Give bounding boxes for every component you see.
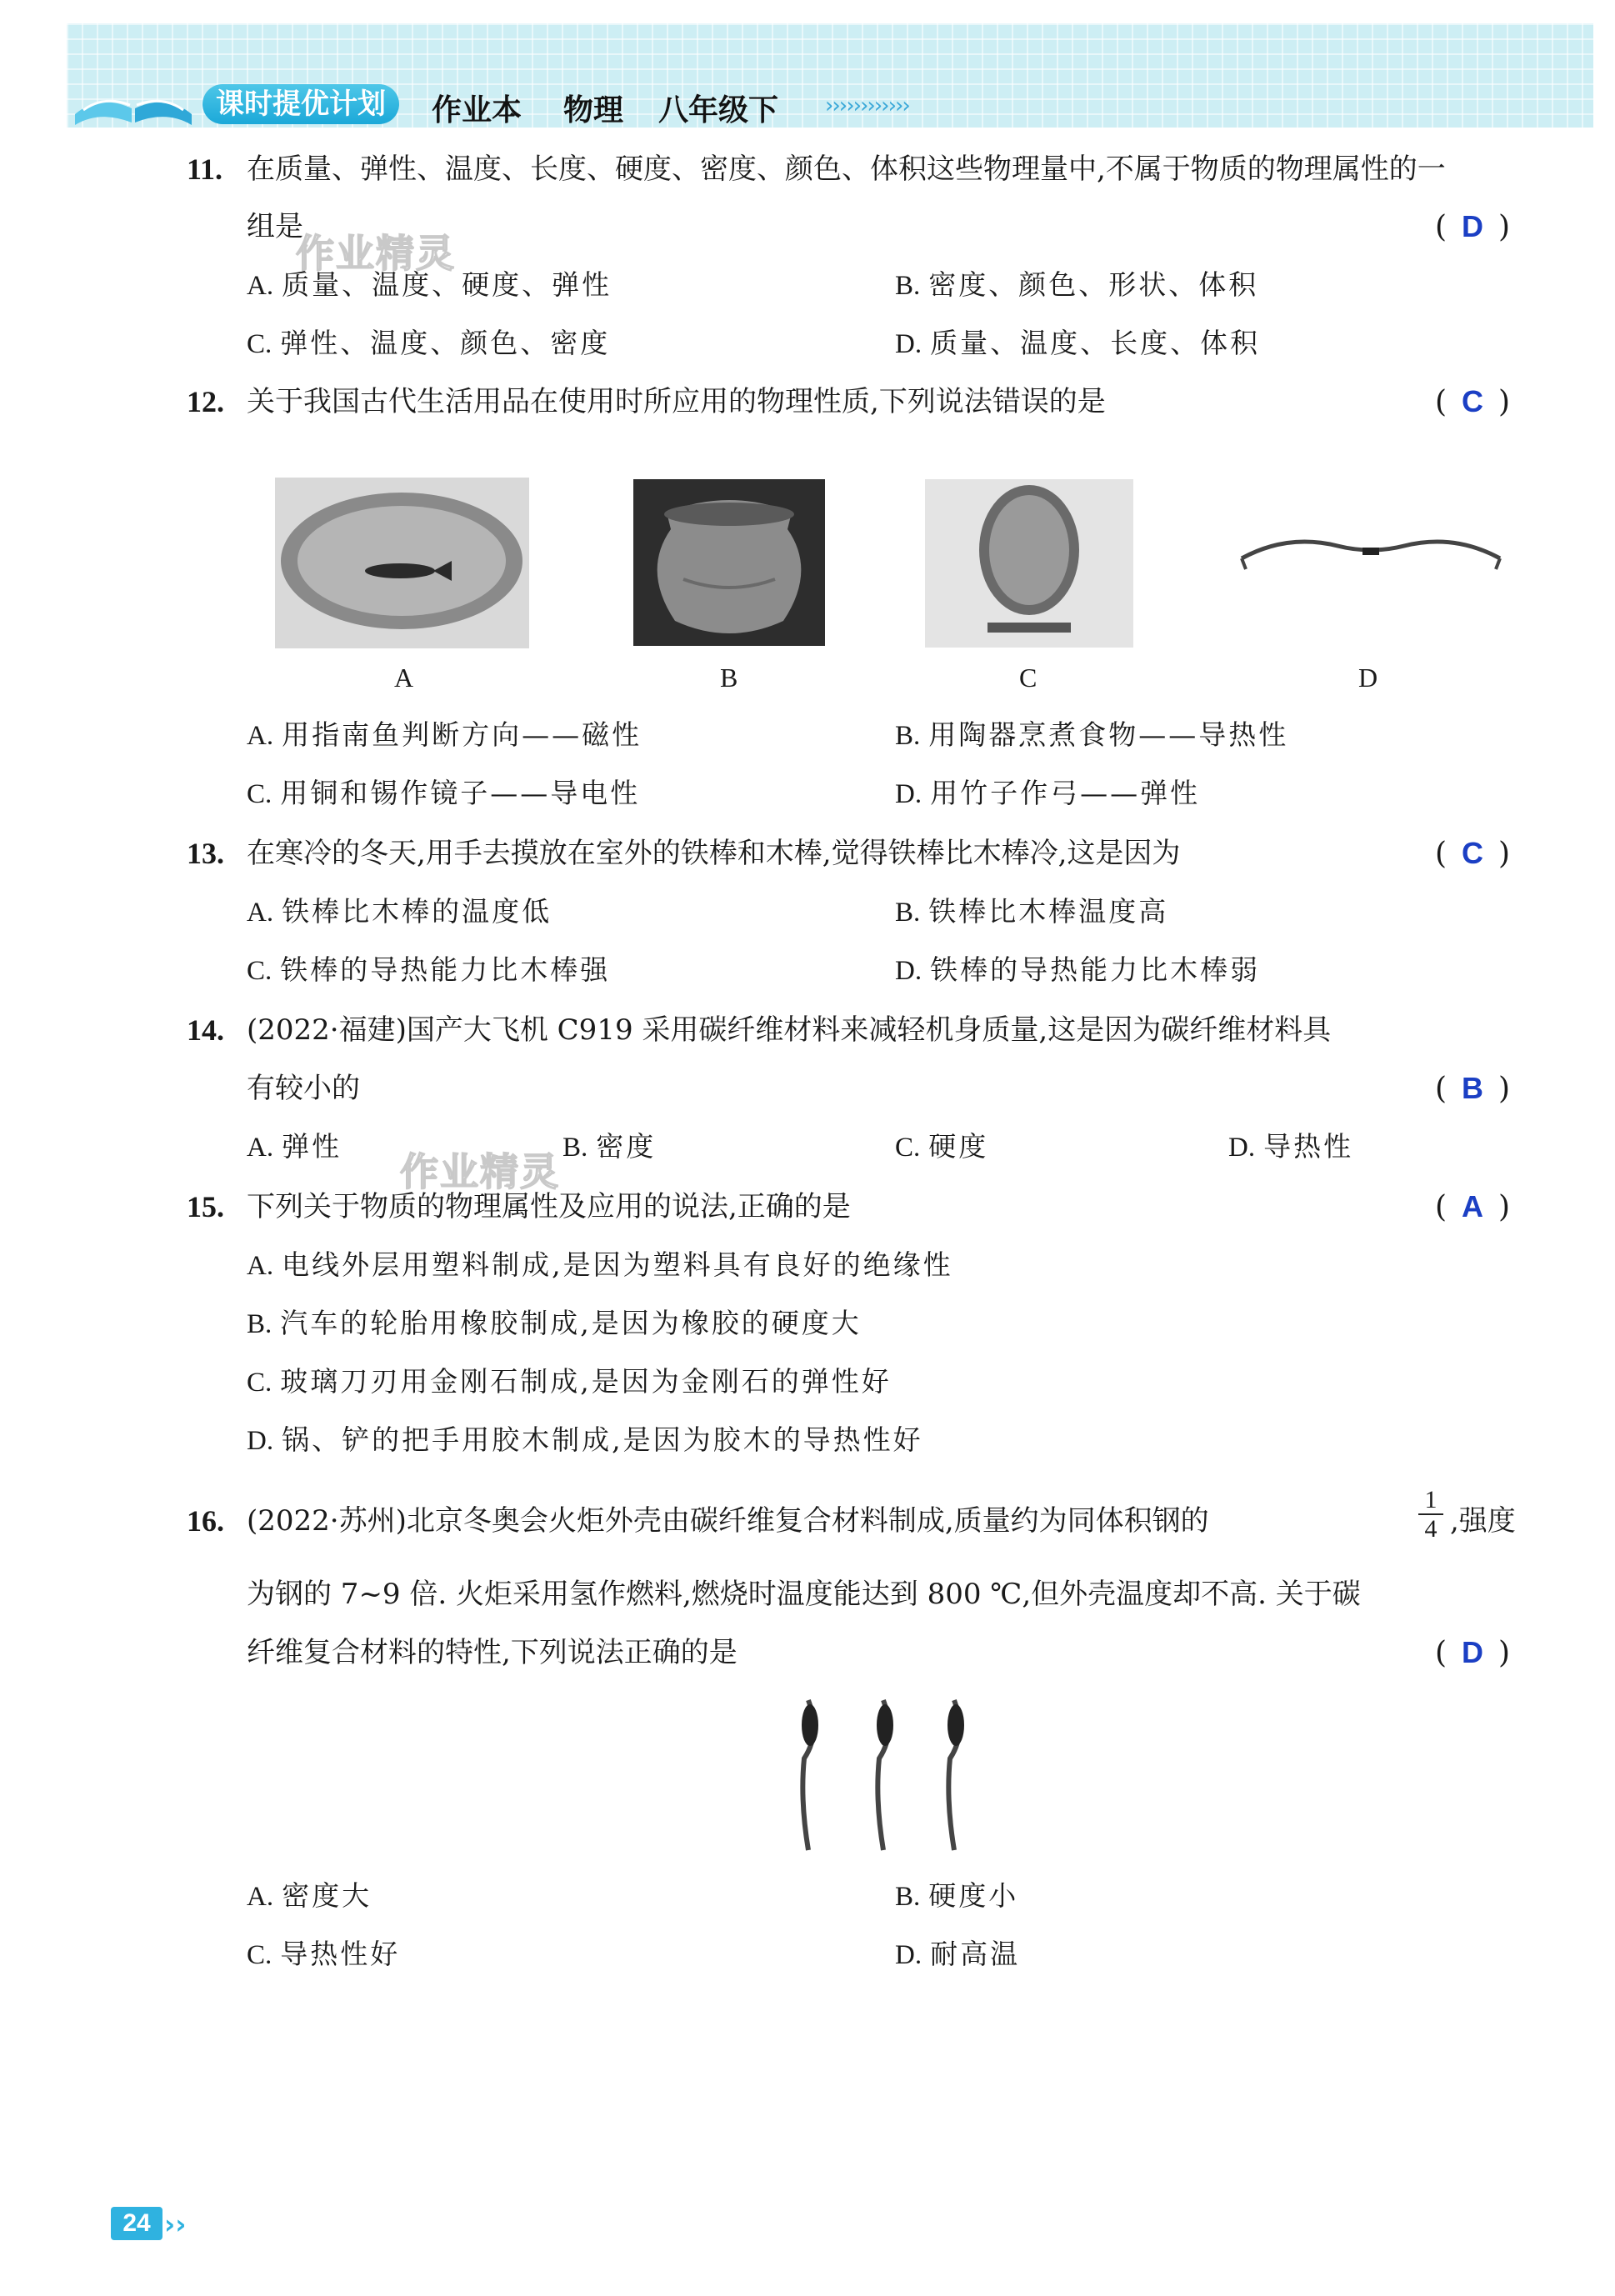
option: B. 硬度小 xyxy=(895,1879,1019,1912)
option: A. 密度大 xyxy=(247,1879,372,1912)
figure-caption: A xyxy=(394,663,414,693)
answer-letter: D xyxy=(1462,209,1484,243)
grade: 八年级下 xyxy=(658,93,779,128)
olympic-torch-photo xyxy=(783,1692,983,1854)
bronze-mirror-photo xyxy=(925,479,1133,648)
figure-caption: D xyxy=(1358,663,1378,693)
header-chevrons: ›››››››››››› xyxy=(825,93,909,118)
option: B. 用陶器烹煮食物——导热性 xyxy=(895,718,1289,751)
option: C. 导热性好 xyxy=(247,1938,401,1970)
question-number: 11. xyxy=(187,153,223,186)
question-text: 纤维复合材料的特性,下列说法正确的是 xyxy=(247,1636,738,1669)
option: A. 弹性 xyxy=(247,1130,342,1163)
answer-bracket: ( A ) xyxy=(1435,1189,1511,1224)
answer-letter: B xyxy=(1462,1071,1484,1105)
answer-letter: C xyxy=(1462,384,1484,418)
question-text: 在寒冷的冬天,用手去摸放在室外的铁棒和木棒,觉得铁棒比木棒冷,这是因为 xyxy=(247,837,1181,870)
watermark: 作业精灵 xyxy=(296,231,456,276)
option: A. 质量、温度、硬度、弹性 xyxy=(247,268,612,301)
question-text: (2022·苏州)北京冬奥会火炬外壳由碳纤维复合材料制成,质量约为同体积钢的 xyxy=(247,1504,1209,1538)
answer-bracket: ( C ) xyxy=(1435,836,1511,871)
answer-bracket: ( B ) xyxy=(1435,1071,1511,1106)
question-number: 15. xyxy=(187,1190,224,1223)
question-text: (2022·福建)国产大飞机 C919 采用碳纤维材料来减轻机身质量,这是因为碳纤维材料具 xyxy=(247,1013,1332,1047)
option: A. 电线外层用塑料制成,是因为塑料具有良好的绝缘性 xyxy=(247,1248,953,1281)
question-text: ,强度 xyxy=(1450,1504,1516,1538)
question-number: 14. xyxy=(187,1013,224,1047)
subject: 物理 xyxy=(563,93,624,128)
chevron-right-icon: ›› xyxy=(164,2208,187,2240)
watermark: 作业精灵 xyxy=(400,1149,560,1194)
answer-bracket: ( D ) xyxy=(1435,1635,1511,1670)
question-text: 有较小的 xyxy=(247,1072,360,1105)
answer-letter: D xyxy=(1462,1635,1484,1669)
figure-caption: B xyxy=(720,663,738,693)
option: C. 硬度 xyxy=(895,1130,989,1163)
question-number: 13. xyxy=(187,837,224,870)
option: B. 铁棒比木棒温度高 xyxy=(895,895,1169,928)
question-text: 为钢的 7~9 倍. 火炬采用氢作燃料,燃烧时温度能达到 800 ℃,但外壳温度却不高. 关于碳 xyxy=(247,1578,1361,1611)
question-text: 下列关于物质的物理属性及应用的说法,正确的是 xyxy=(247,1190,851,1223)
option: B. 汽车的轮胎用橡胶制成,是因为橡胶的硬度大 xyxy=(247,1307,862,1339)
option: C. 玻璃刀刃用金刚石制成,是因为金刚石的弹性好 xyxy=(247,1365,892,1398)
fraction xyxy=(1418,1487,1443,1543)
option: A. 用指南鱼判断方向——磁性 xyxy=(247,718,642,751)
question-text: 关于我国古代生活用品在使用时所应用的物理性质,下列说法错误的是 xyxy=(247,385,1106,418)
figure-caption: C xyxy=(1019,663,1038,693)
question-number: 16. xyxy=(187,1504,224,1538)
question-number: 12. xyxy=(187,385,224,418)
answer-letter: C xyxy=(1462,836,1484,870)
option: D. 质量、温度、长度、体积 xyxy=(895,327,1261,359)
answer-bracket: ( D ) xyxy=(1435,209,1511,244)
option: B. 密度 xyxy=(562,1130,657,1163)
option: D. 导热性 xyxy=(1228,1130,1354,1163)
brand-label: 课时提优计划 xyxy=(202,84,399,124)
fish-plate-photo xyxy=(275,478,529,648)
book-icon xyxy=(67,77,200,127)
option: B. 密度、颜色、形状、体积 xyxy=(895,268,1259,301)
option: D. 用竹子作弓——弹性 xyxy=(895,777,1201,809)
question-text: 组是 xyxy=(247,210,303,243)
bamboo-bow-photo xyxy=(1238,513,1504,592)
answer-letter: A xyxy=(1462,1189,1484,1223)
option: D. 锅、铲的把手用胶木制成,是因为胶木的导热性好 xyxy=(247,1423,923,1456)
fraction-numerator: 1 xyxy=(1418,1487,1443,1515)
option: C. 弹性、温度、颜色、密度 xyxy=(247,327,611,359)
question-text: 在质量、弹性、温度、长度、硬度、密度、颜色、体积这些物理量中,不属于物质的物理属性的一 xyxy=(247,153,1446,186)
pottery-pot-photo xyxy=(633,479,825,646)
answer-bracket: ( C ) xyxy=(1435,384,1511,419)
option: C. 用铜和锡作镜子——导电性 xyxy=(247,777,641,809)
fraction-denominator: 4 xyxy=(1424,1515,1438,1543)
page-number: 24 xyxy=(111,2207,162,2240)
option: D. 耐高温 xyxy=(895,1938,1021,1970)
book-type: 作业本 xyxy=(432,93,522,128)
option: D. 铁棒的导热能力比木棒弱 xyxy=(895,953,1261,986)
option: C. 铁棒的导热能力比木棒强 xyxy=(247,953,611,986)
option: A. 铁棒比木棒的温度低 xyxy=(247,895,552,928)
